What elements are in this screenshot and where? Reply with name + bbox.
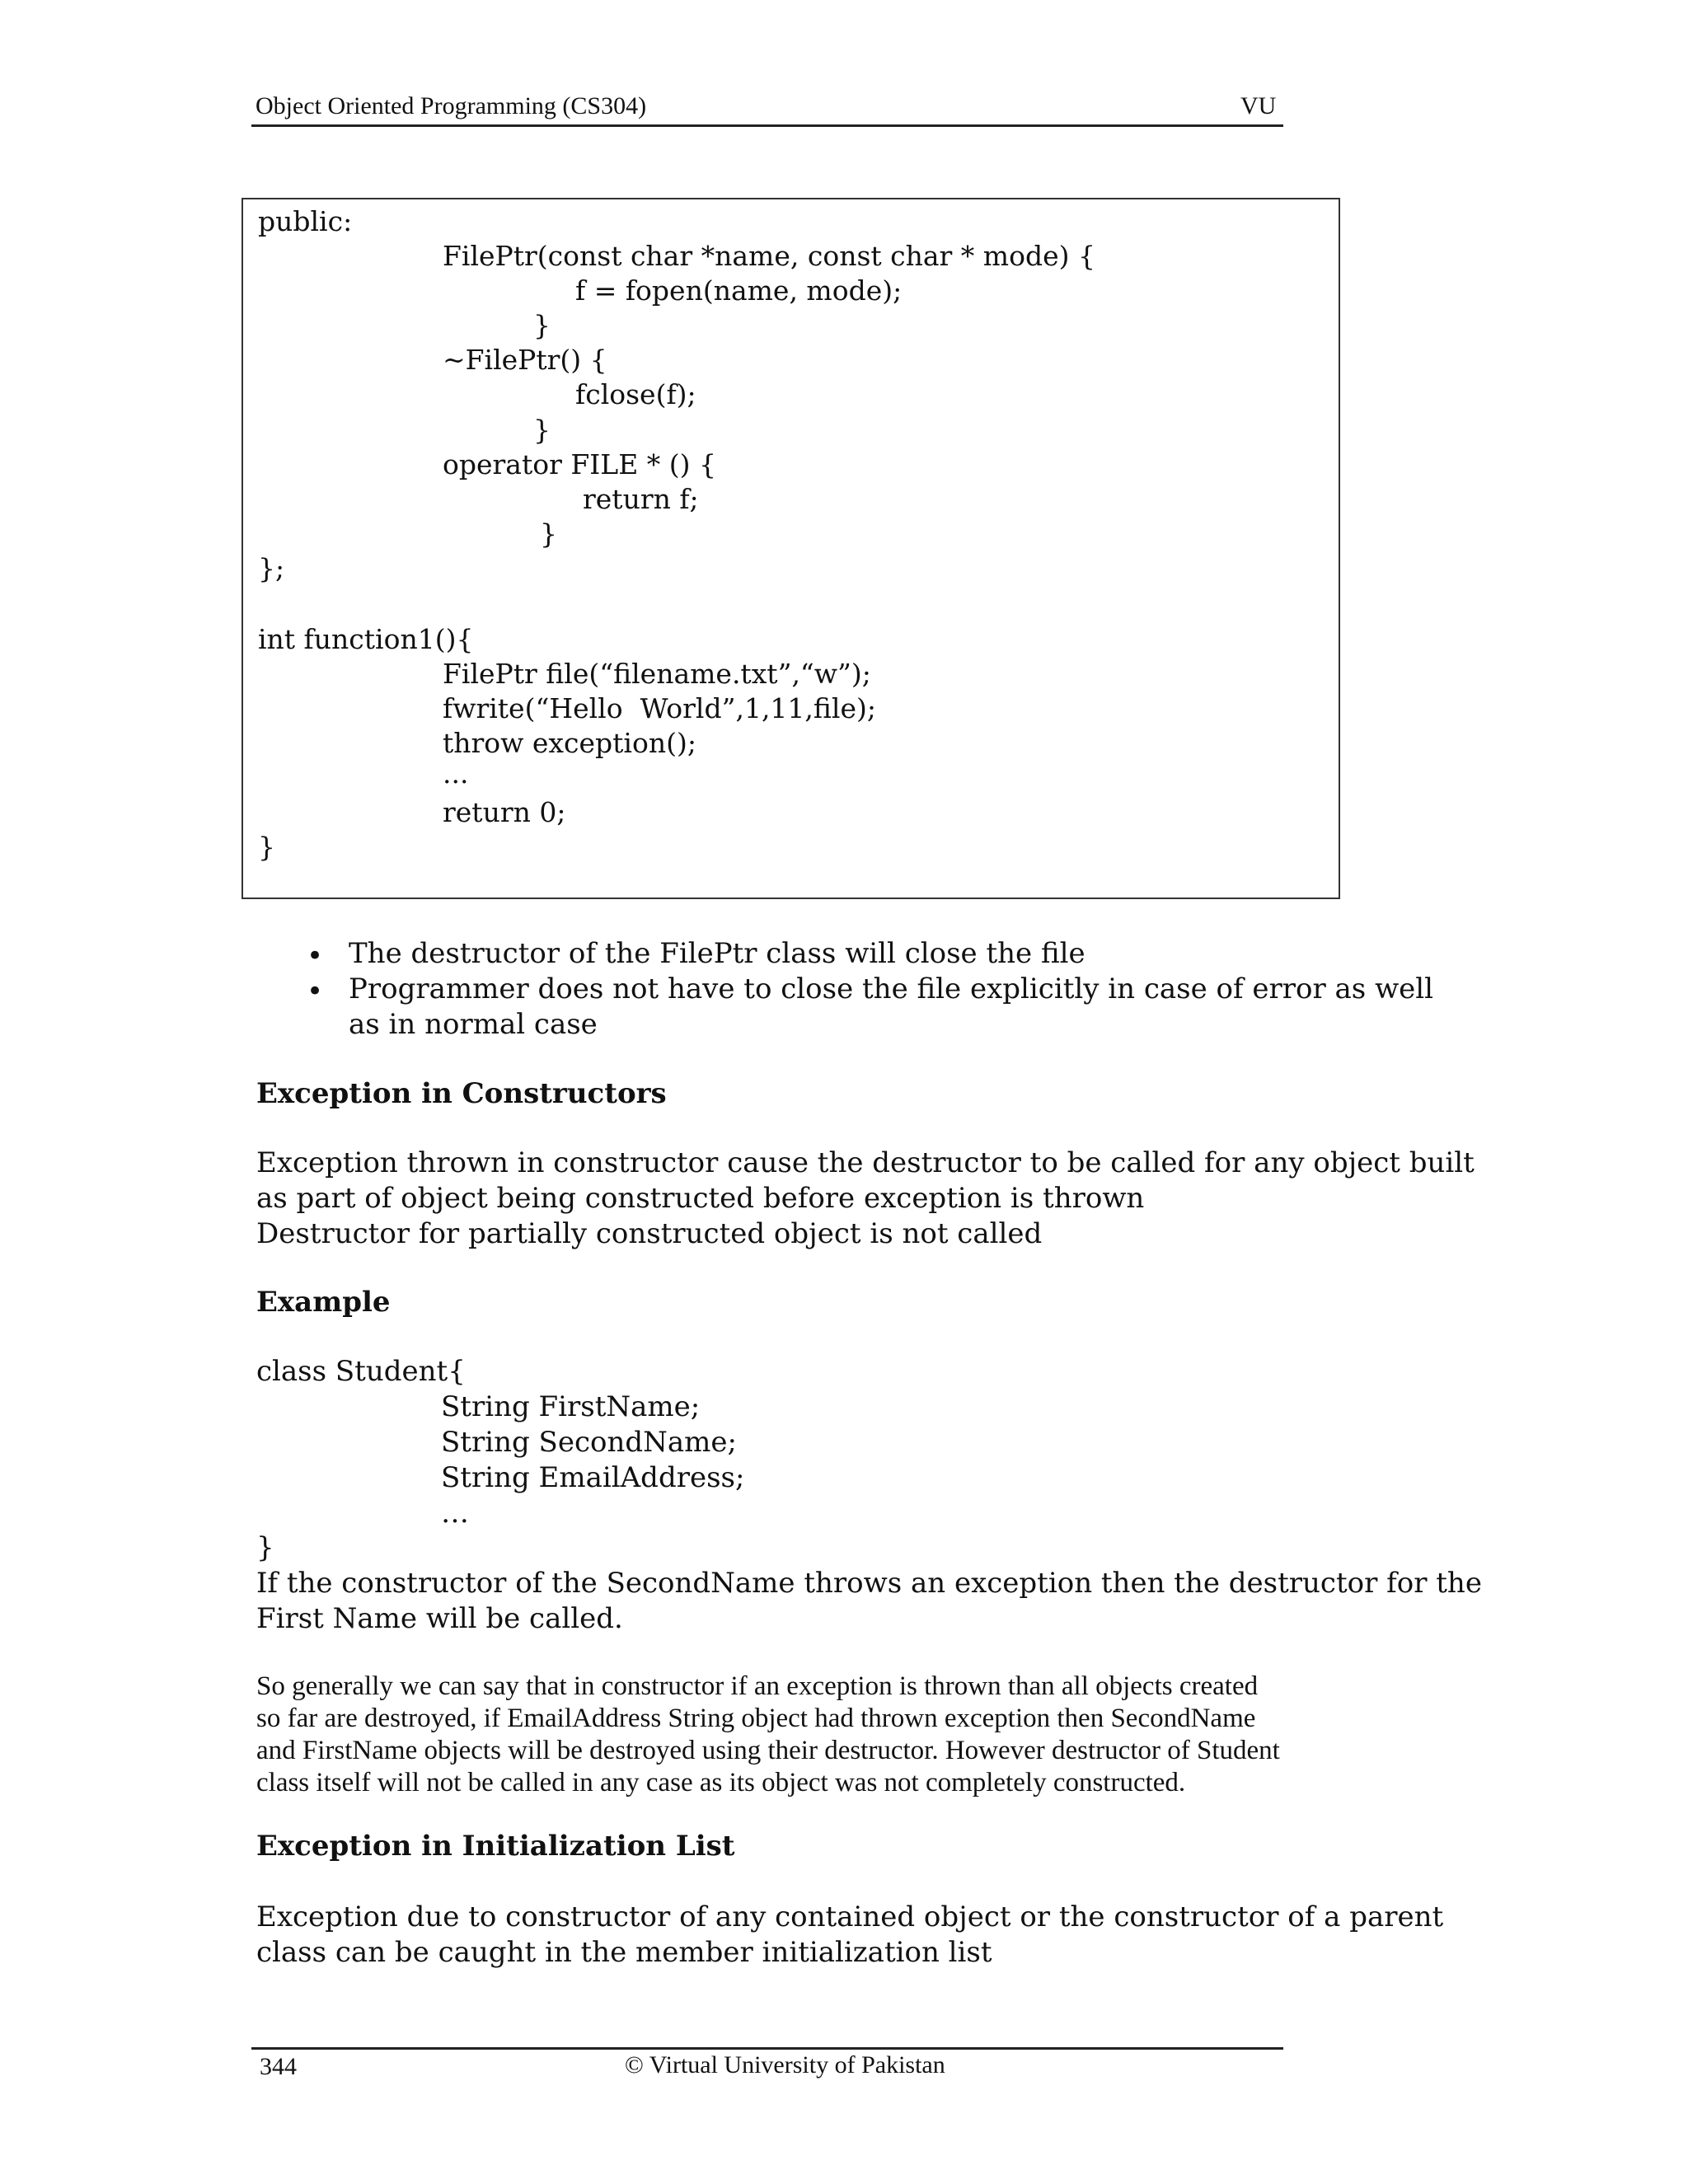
code-line: … (441, 1497, 469, 1530)
code-line: return 0; (443, 796, 566, 828)
code-line: FilePtr(const char *name, const char * mode) { (443, 240, 1095, 272)
paragraph-line: Destructor for partially constructed object is not called (256, 1217, 1043, 1250)
code-line: String FirstName; (441, 1390, 701, 1423)
section-heading: Exception in Constructors (256, 1077, 667, 1110)
bullet-item: The destructor of the FilePtr class will close the file (349, 937, 1085, 970)
code-line: fclose(f); (575, 378, 696, 410)
bullet-item: Programmer does not have to close the file explicitly in case of error as well (349, 972, 1434, 1005)
header-title: Object Oriented Programming (CS304) (256, 92, 647, 120)
code-line: ~FilePtr() { (443, 344, 607, 376)
header-right: VU (1240, 92, 1277, 120)
code-line: public: (258, 205, 353, 237)
code-line: } (533, 414, 551, 446)
code-line: String SecondName; (441, 1426, 737, 1459)
code-line: fwrite(“Hello World”,1,11,file); (443, 692, 877, 724)
paragraph-line: Exception due to constructor of any contained object or the constructor of a parent (256, 1900, 1444, 1933)
code-line: } (533, 309, 551, 341)
code-line: int function1(){ (258, 623, 474, 655)
bullet-dot: • (307, 975, 324, 1008)
code-line: String EmailAddress; (441, 1461, 745, 1494)
code-line: ... (443, 757, 469, 790)
code-line: return f; (583, 483, 699, 515)
code-line: class Student{ (256, 1355, 466, 1388)
section-heading: Exception in Initialization List (256, 1830, 735, 1863)
bullet-item-continuation: as in normal case (349, 1008, 598, 1041)
note-line: and FirstName objects will be destroyed using their destructor. However destructor of Student (256, 1736, 1280, 1765)
code-box (241, 198, 1340, 899)
header-rule (251, 124, 1283, 127)
code-line: operator FILE * () { (443, 448, 717, 480)
code-line: } (256, 1531, 274, 1564)
code-line: }; (258, 552, 285, 584)
paragraph-line: If the constructor of the SecondName throws an exception then the destructor for the (256, 1567, 1482, 1600)
copyright: © Virtual University of Pakistan (625, 2051, 945, 2079)
example-heading: Example (256, 1286, 391, 1319)
note-line: So generally we can say that in constructor if an exception is thrown than all objects created (256, 1671, 1259, 1701)
footer-rule (251, 2047, 1283, 2050)
paragraph-line: as part of object being constructed before exception is thrown (256, 1182, 1145, 1215)
note-line: so far are destroyed, if EmailAddress String object had thrown exception then SecondName (256, 1704, 1256, 1733)
bullet-dot: • (307, 940, 324, 972)
page-number: 344 (260, 2053, 297, 2080)
paragraph-line: First Name will be called. (256, 1602, 623, 1635)
paragraph-line: Exception thrown in constructor cause the destructor to be called for any object built (256, 1146, 1475, 1179)
code-line: FilePtr file(“filename.txt”,“w”); (443, 658, 871, 690)
code-line: f = fopen(name, mode); (575, 274, 903, 307)
code-line: } (540, 518, 557, 550)
code-line: } (258, 831, 275, 863)
code-line: throw exception(); (443, 727, 696, 759)
note-line: class itself will not be called in any case as its object was not completely constructed. (256, 1768, 1186, 1797)
paragraph-line: class can be caught in the member initialization list (256, 1936, 992, 1969)
